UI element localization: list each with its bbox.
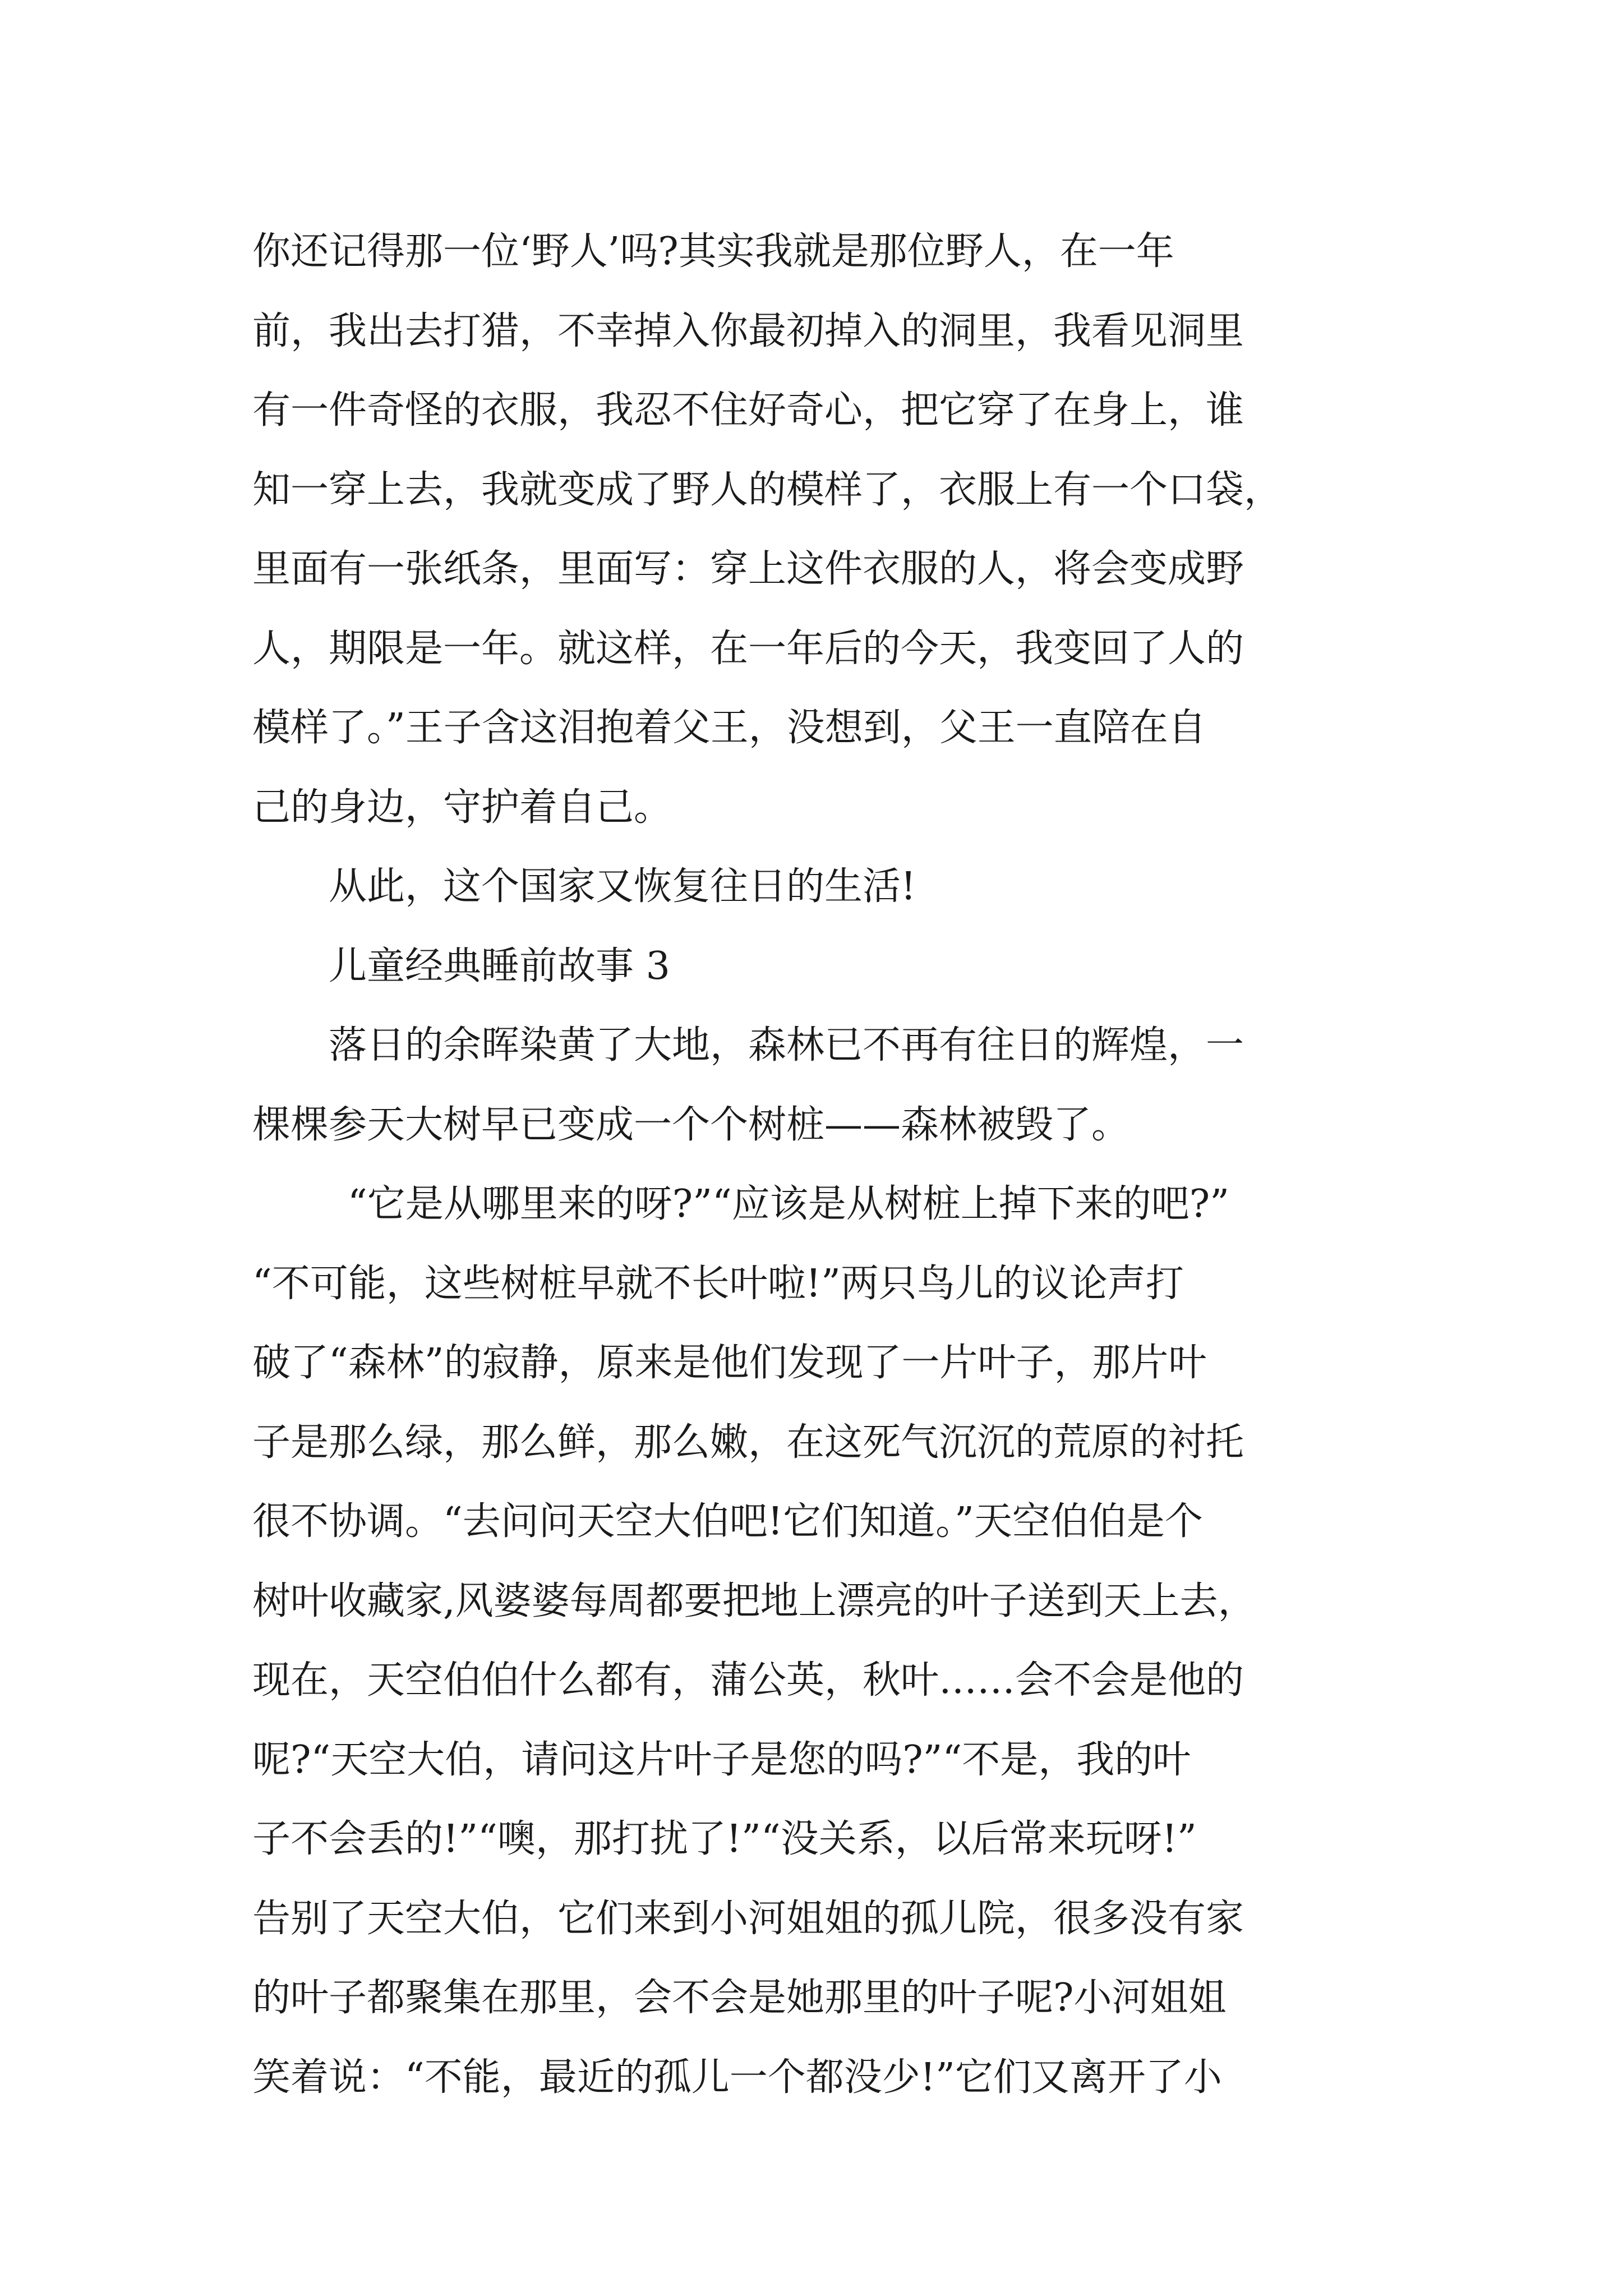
- text-line: “它是从哪里来的呀?”“应该是从树桩上掉下来的吧?”: [348, 1182, 1229, 1226]
- text-line: 棵棵参天大树早已变成一个个树桩——森林被毁了。: [252, 1102, 1130, 1147]
- text-line: 知一穿上去，我就变成了野人的模样了，衣服上有一个口袋，: [252, 467, 1283, 512]
- text-line: 己的身边，守护着自己。: [252, 785, 672, 830]
- text-line: 笑着说：“不能，最近的孤儿一个都没少!”它们又离开了小: [252, 2055, 1222, 2100]
- text-line: 儿童经典睡前故事 3: [329, 944, 670, 988]
- text-line: 树叶收藏家,风婆婆每周都要把地上漂亮的叶子送到天上去，: [252, 1579, 1256, 1623]
- text-line: 现在，天空伯伯什么都有，蒲公英，秋叶……会不会是他的: [252, 1658, 1244, 1703]
- text-line: 你还记得那一位‘野人’吗?其实我就是那位野人，在一年: [252, 229, 1174, 274]
- text-line: 很不协调。“去问问天空大伯吧!它们知道。”天空伯伯是个: [252, 1499, 1203, 1544]
- text-line: 落日的余晖染黄了大地，森林已不再有往日的辉煌，一: [329, 1023, 1244, 1068]
- text-line: 子是那么绿，那么鲜，那么嫩，在这死气沉沉的荒原的衬托: [252, 1420, 1244, 1465]
- text-line: 呢?“天空大伯，请问这片叶子是您的吗?”“不是，我的叶: [252, 1737, 1191, 1782]
- text-line: 子不会丢的!”“噢，那打扰了!”“没关系，以后常来玩呀!”: [252, 1817, 1197, 1861]
- text-line: 人，期限是一年。就这样，在一年后的今天，我变回了人的: [252, 626, 1244, 671]
- text-line: 从此，这个国家又恢复往日的生活!: [329, 864, 916, 909]
- text-line: 模样了。”王子含这泪抱着父王，没想到，父王一直陪在自: [252, 706, 1206, 750]
- text-line: 破了“森林”的寂静，原来是他们发现了一片叶子，那片叶: [252, 1341, 1207, 1385]
- text-line: 里面有一张纸条，里面写：穿上这件衣服的人，将会变成野: [252, 547, 1244, 591]
- text-line: 的叶子都聚集在那里，会不会是她那里的叶子呢?小河姐姐: [252, 1976, 1227, 2020]
- text-line: 告别了天空大伯，它们来到小河姐姐的孤儿院，很多没有家: [252, 1896, 1244, 1941]
- text-line: 有一件奇怪的衣服，我忍不住好奇心，把它穿了在身上，谁: [252, 388, 1244, 432]
- text-line: 前，我出去打猎，不幸掉入你最初掉入的洞里，我看见洞里: [252, 309, 1244, 353]
- body-text: [252, 212, 1396, 2117]
- text-line: “不可能，这些树桩早就不长叶啦!”两只鸟儿的议论声打: [252, 1261, 1184, 1306]
